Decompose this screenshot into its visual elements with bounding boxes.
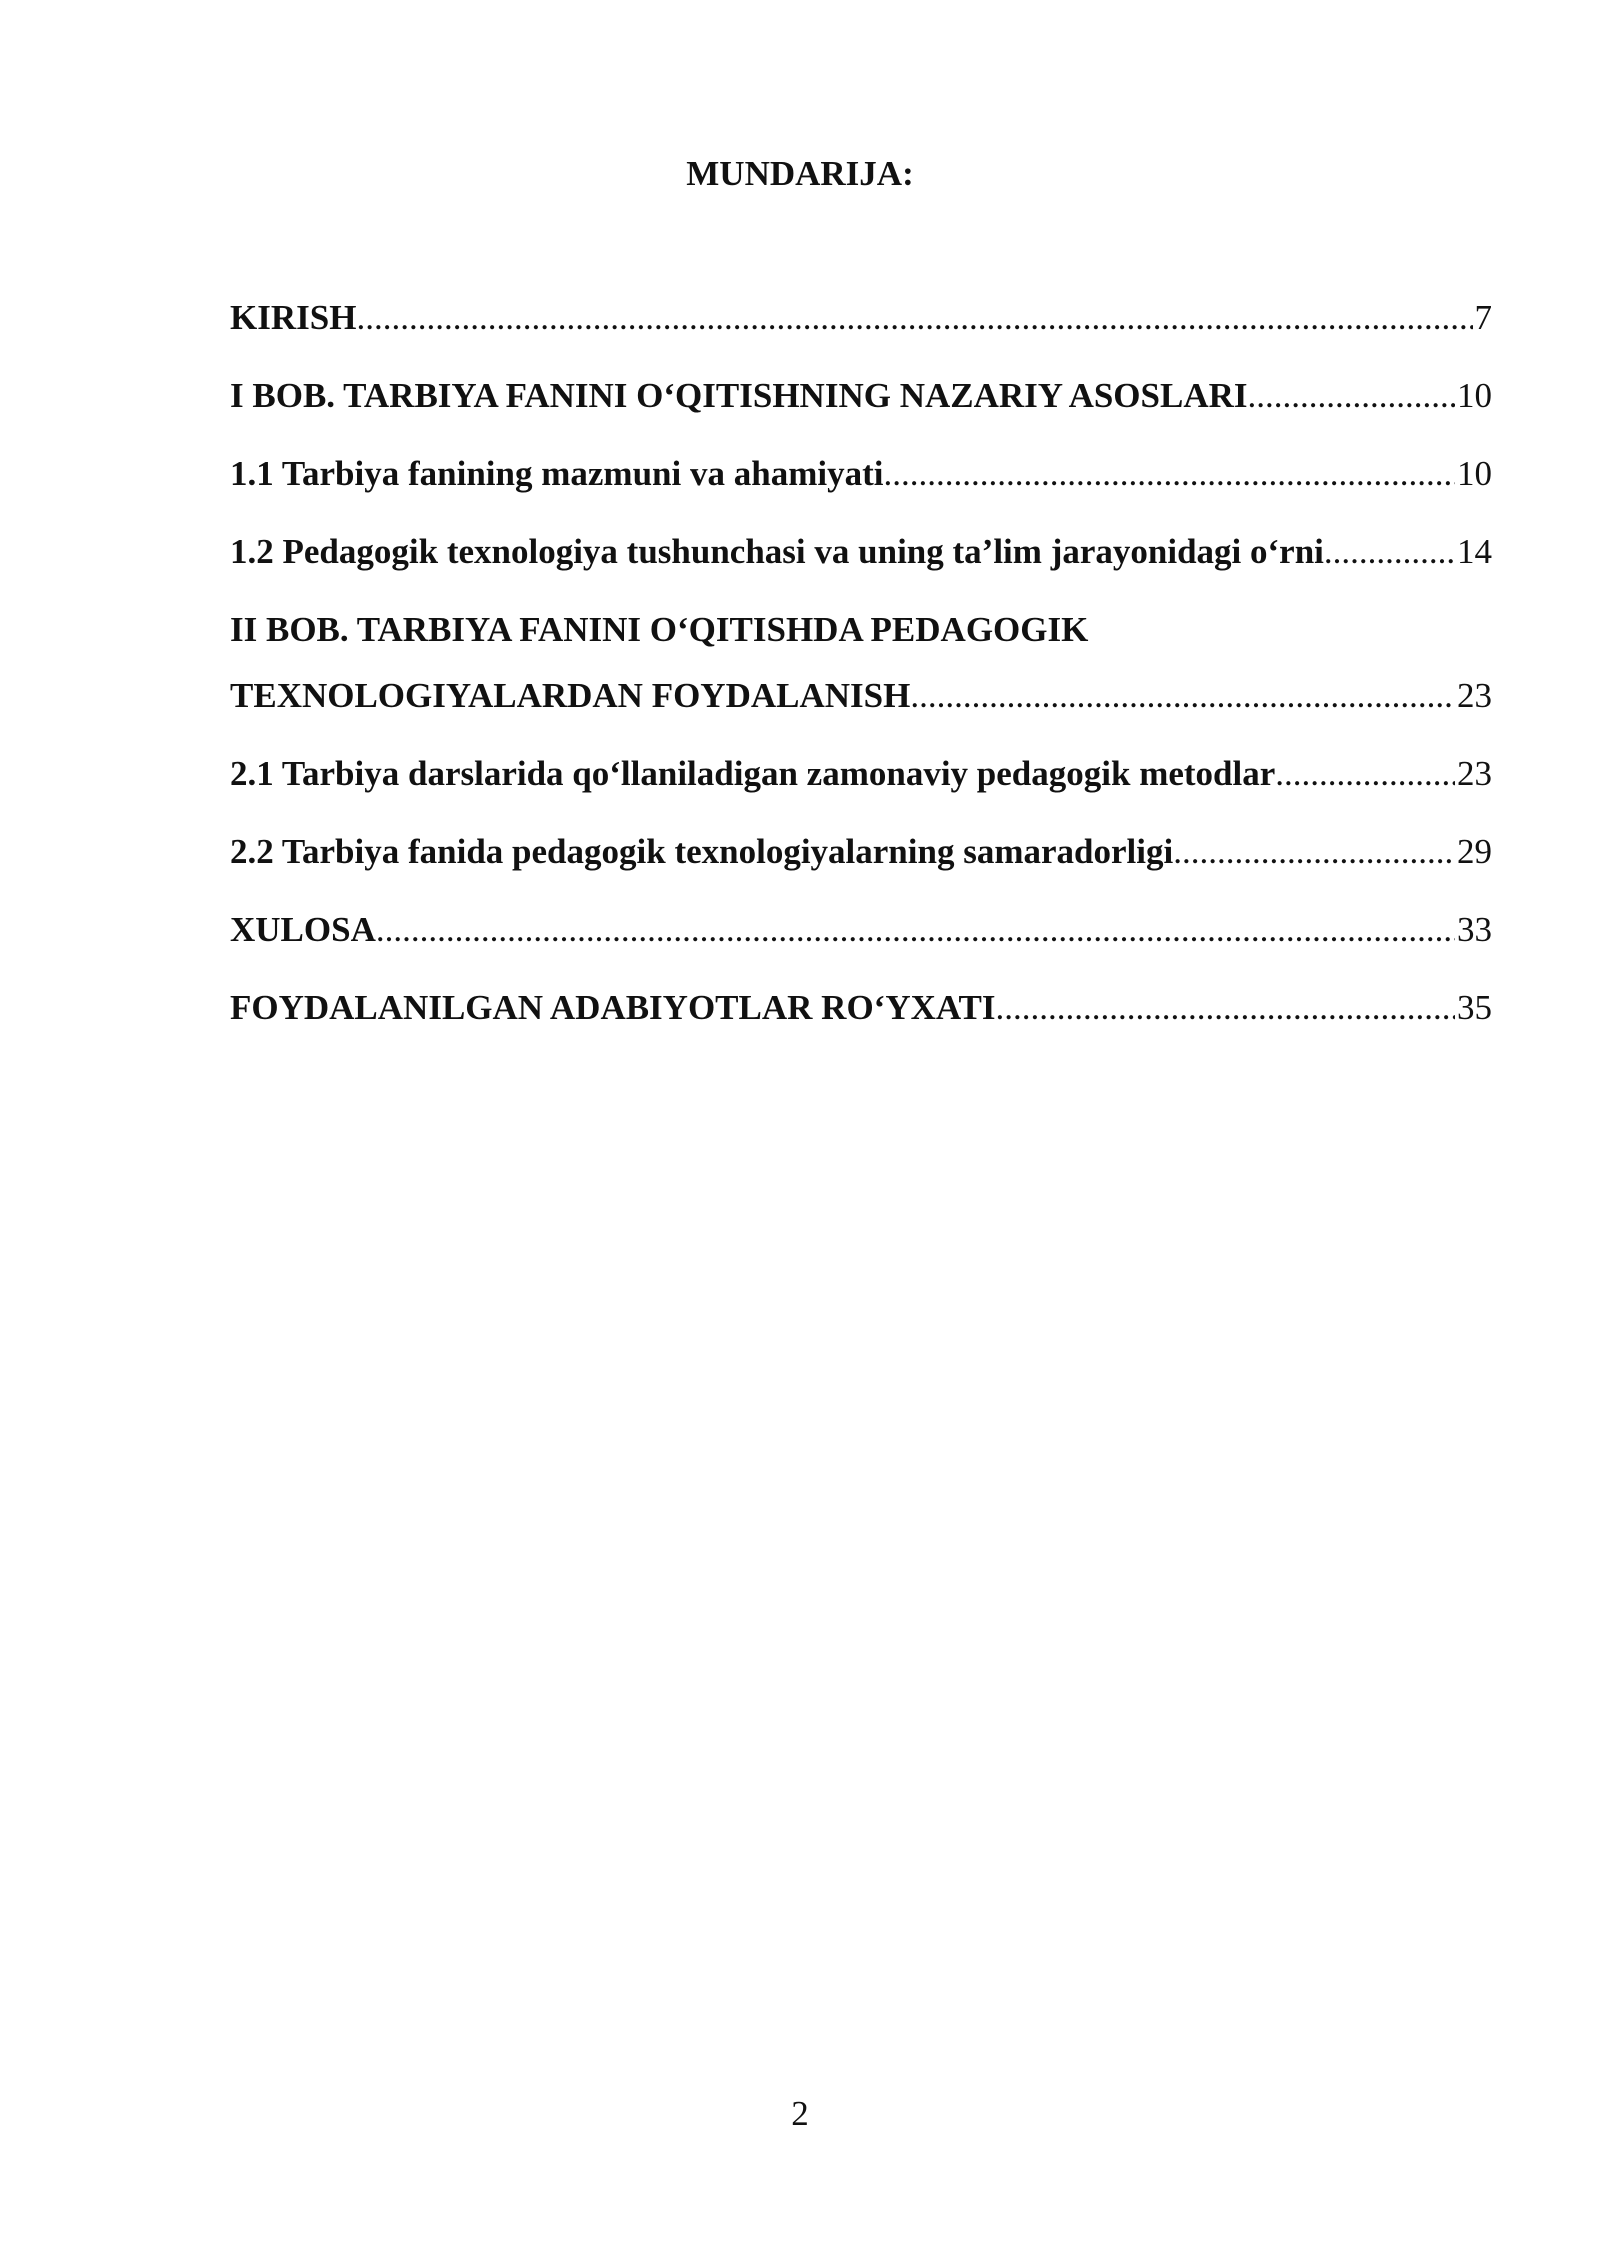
toc-entry-chapter-2-line1[interactable]: II BOB. TARBIYA FANINI O‘QITISHDA PEDAGOGIK [230,610,1089,649]
dot-leader [883,452,1455,496]
page-number: 2 [791,2094,809,2133]
dot-leader [910,674,1455,718]
dot-leader [1173,830,1455,874]
dot-leader [356,296,1472,340]
toc-entry-introduction[interactable] [230,296,1492,340]
toc-entry-section-2-2[interactable] [230,830,1492,874]
toc-entry-page: 23 [1457,754,1492,793]
dot-leader [1275,752,1455,796]
dot-leader [376,908,1455,952]
toc-entry-label: TEXNOLOGIYALARDAN FOYDALANISH [230,676,911,715]
toc-entry-label: 1.1 Tarbiya fanining mazmuni va ahamiyati [230,454,884,493]
toc-entry-label: 2.2 Tarbiya fanida pedagogik texnologiyalarning samaradorligi [230,832,1174,871]
toc-entry-page: 23 [1457,676,1492,715]
toc-entry-label: XULOSA [230,910,376,949]
toc-entry-page: 33 [1457,910,1492,949]
dot-leader [1248,374,1455,418]
toc-entry-section-1-2[interactable] [230,530,1492,574]
toc-entry-chapter-1[interactable] [230,374,1492,418]
toc-entry-page: 10 [1457,454,1492,493]
toc-entry-section-2-1[interactable] [230,752,1492,796]
toc-entry-label: FOYDALANILGAN ADABIYOTLAR RO‘YXATI [230,988,996,1027]
toc-entry-label: 1.2 Pedagogik texnologiya tushunchasi va uning ta’lim jarayonidagi o‘rni [230,532,1324,571]
toc-entry-label: I BOB. TARBIYA FANINI O‘QITISHNING NAZARIY ASOSLARI [230,376,1248,415]
toc-entry-section-1-1[interactable] [230,452,1492,496]
toc-entry-conclusion[interactable] [230,908,1492,952]
toc-entry-label: KIRISH [230,298,357,337]
toc-entry-label: 2.1 Tarbiya darslarida qo‘llaniladigan zamonaviy pedagogik metodlar [230,754,1276,793]
toc-heading: MUNDARIJA: [686,154,914,193]
dot-leader [996,986,1455,1030]
dot-leader [1324,530,1455,574]
toc-entry-page: 14 [1457,532,1492,571]
toc-entry-chapter-2[interactable] [230,674,1492,718]
toc-entry-page: 10 [1457,376,1492,415]
toc-entry-page: 29 [1457,832,1492,871]
toc-entry-page: 35 [1457,988,1492,1027]
toc-entry-references[interactable] [230,986,1492,1030]
toc-entry-page: 7 [1474,298,1492,337]
